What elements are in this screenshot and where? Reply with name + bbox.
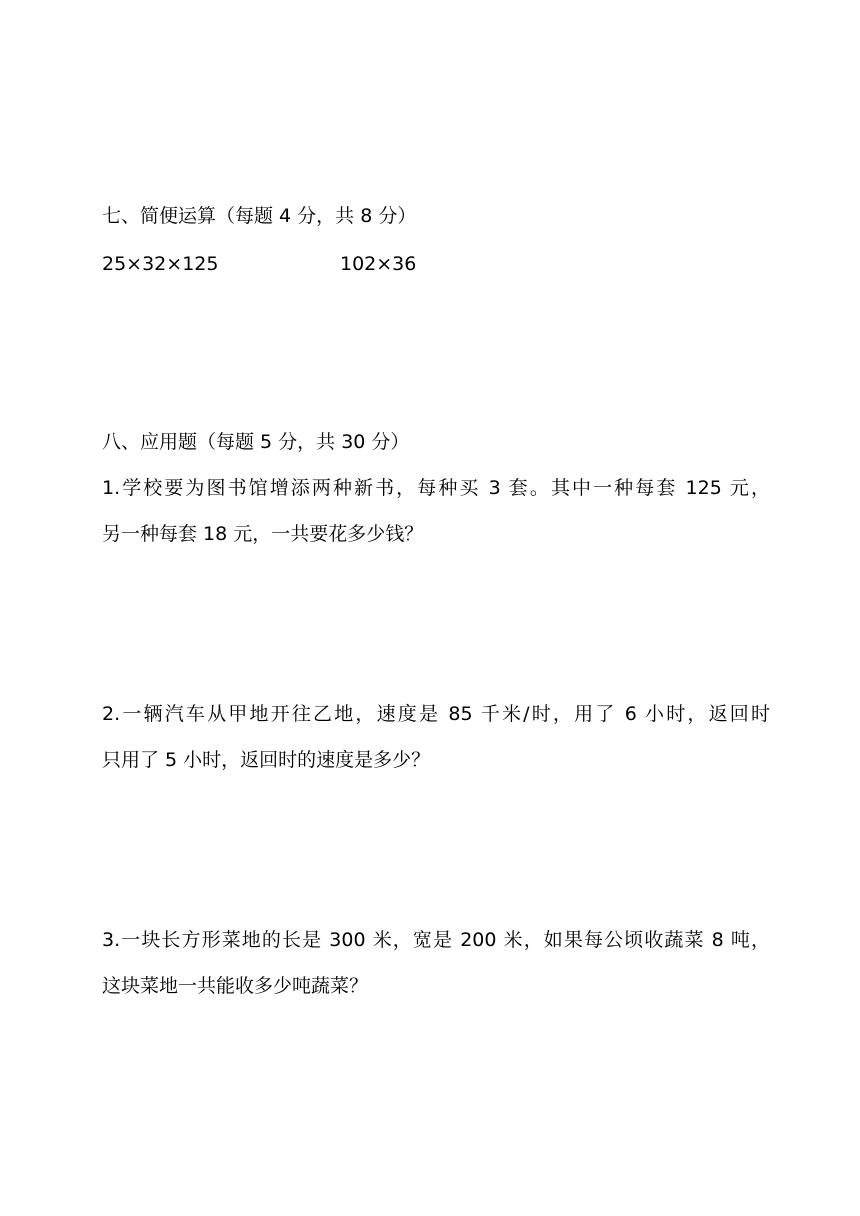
- question-2-line-2: 只用了 5 小时，返回时的速度是多少？: [102, 749, 431, 771]
- question-1-line-2: 另一种每套 18 元，一共要花多少钱？: [102, 523, 424, 545]
- calc-problem-1: 25×32×125: [102, 253, 219, 275]
- section-7-heading: 七、简便运算（每题 4 分，共 8 分）: [102, 205, 417, 227]
- section-8-heading: 八、应用题（每题 5 分，共 30 分）: [102, 431, 410, 453]
- question-2-line-1: 2.一辆汽车从甲地开往乙地，速度是 85 千米/时，用了 6 小时，返回时: [102, 703, 770, 725]
- question-3-line-1: 3.一块长方形菜地的长是 300 米，宽是 200 米，如果每公顷收蔬菜 8 吨，: [102, 929, 770, 951]
- question-3-line-2: 这块菜地一共能收多少吨蔬菜？: [102, 975, 369, 997]
- calc-problem-2: 102×36: [340, 253, 417, 275]
- question-1-line-1: 1.学校要为图书馆增添两种新书，每种买 3 套。其中一种每套 125 元，: [102, 477, 770, 499]
